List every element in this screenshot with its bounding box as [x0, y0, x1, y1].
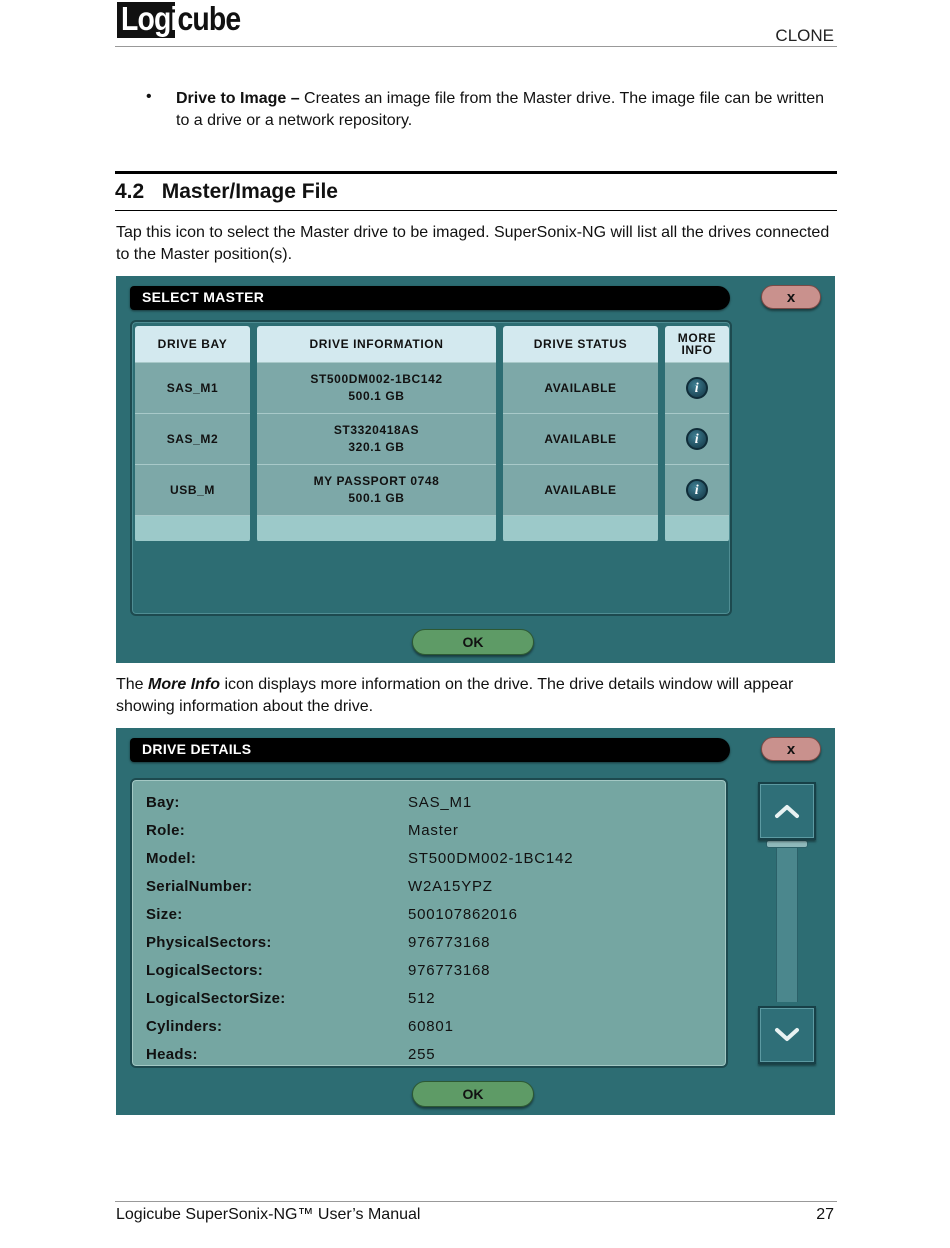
bullet-dot: •: [146, 88, 152, 105]
detail-row: [146, 818, 716, 846]
table-cell-info[interactable]: [257, 362, 496, 413]
section-heading: [115, 180, 338, 204]
detail-row: [146, 958, 716, 986]
detail-key: Heads:: [146, 1046, 198, 1063]
close-button[interactable]: x: [761, 285, 821, 309]
detail-row: [146, 846, 716, 874]
intro-paragraph: Tap this icon to select the Master drive to be imaged. SuperSonix-NG will list all the drives connected to the Master position(s).: [116, 224, 830, 263]
ok-button[interactable]: OK: [412, 629, 534, 655]
section-rule-bottom: [115, 210, 837, 211]
footer-manual-title: Logicube SuperSonix-NG™ User’s Manual: [116, 1206, 421, 1223]
info-icon[interactable]: i: [686, 377, 708, 399]
detail-value: 976773168: [408, 934, 491, 951]
detail-row: [146, 874, 716, 902]
drive-details-panel: [130, 778, 728, 1068]
table-cell-bay[interactable]: SAS_M1: [135, 362, 250, 413]
table-cell-info[interactable]: [257, 464, 496, 515]
column-header: DRIVE BAY: [135, 326, 250, 362]
drive-capacity: 500.1 GB: [348, 491, 405, 505]
select-master-titlebar: [130, 286, 730, 310]
detail-value: W2A15YPZ: [408, 878, 493, 895]
table-cell-empty: [257, 515, 496, 541]
column-header-text: MORE INFO: [677, 331, 717, 357]
detail-key: SerialNumber:: [146, 878, 253, 895]
detail-key: Cylinders:: [146, 1018, 223, 1035]
bullet-description: Creates an image file from the Master drive. The image file can be written to a drive or a network repository.: [176, 90, 824, 129]
detail-key: Bay:: [146, 794, 180, 811]
table-cell-bay[interactable]: SAS_M2: [135, 413, 250, 464]
column-drive-information: [257, 326, 496, 542]
section-title: Master/Image File: [161, 180, 338, 203]
bullet-term: Drive to Image –: [176, 90, 300, 107]
column-header: DRIVE STATUS: [503, 326, 658, 362]
scroll-down-button[interactable]: [758, 1006, 816, 1064]
detail-key: Size:: [146, 906, 183, 923]
select-master-screenshot: [116, 276, 835, 663]
info-icon[interactable]: i: [686, 479, 708, 501]
close-button[interactable]: x: [761, 737, 821, 761]
detail-row: [146, 986, 716, 1014]
drive-capacity: 320.1 GB: [348, 440, 405, 454]
detail-value: Master: [408, 822, 459, 839]
table-cell-more-info: [665, 362, 729, 413]
table-cell-empty: [503, 515, 658, 541]
select-master-title: SELECT MASTER: [142, 289, 265, 305]
detail-value: ST500DM002-1BC142: [408, 850, 574, 867]
detail-value: SAS_M1: [408, 794, 472, 811]
detail-key: LogicalSectors:: [146, 962, 264, 979]
chevron-down-icon: [774, 1027, 800, 1043]
drive-model: MY PASSPORT 0748: [313, 474, 440, 488]
detail-row: [146, 902, 716, 930]
chevron-up-icon: [774, 803, 800, 819]
more-info-paragraph: [116, 674, 836, 718]
detail-key: PhysicalSectors:: [146, 934, 272, 951]
table-cell-more-info: [665, 413, 729, 464]
detail-key: Role:: [146, 822, 185, 839]
table-cell-bay[interactable]: USB_M: [135, 464, 250, 515]
table-cell-status[interactable]: AVAILABLE: [503, 413, 658, 464]
drive-model: ST500DM002-1BC142: [310, 372, 443, 386]
detail-value: 255: [408, 1046, 436, 1063]
page-number: 27: [816, 1206, 834, 1223]
header-section-name: CLONE: [775, 26, 834, 45]
column-drive-status: [503, 326, 658, 542]
header-rule: [115, 46, 837, 47]
drive-details-title: DRIVE DETAILS: [142, 741, 252, 757]
detail-value: 512: [408, 990, 436, 1007]
detail-key: Model:: [146, 850, 197, 867]
column-header: [665, 326, 729, 362]
table-cell-status[interactable]: AVAILABLE: [503, 464, 658, 515]
column-drive-bay: [135, 326, 250, 542]
para2-prefix: The: [116, 676, 149, 693]
drive-details-screenshot: [116, 728, 835, 1115]
footer-rule: [115, 1201, 837, 1202]
detail-value: 976773168: [408, 962, 491, 979]
table-cell-empty: [665, 515, 729, 541]
detail-value: 60801: [408, 1018, 454, 1035]
scrollbar-track[interactable]: [776, 844, 798, 1002]
logo-wordmark: Logicube: [121, 0, 241, 37]
detail-row: [146, 790, 716, 818]
column-header: DRIVE INFORMATION: [257, 326, 496, 362]
drive-capacity: 500.1 GB: [348, 389, 405, 403]
drive-details-titlebar: [130, 738, 730, 762]
table-cell-empty: [135, 515, 250, 541]
detail-row: [146, 1014, 716, 1042]
detail-value: 500107862016: [408, 906, 518, 923]
table-cell-more-info: [665, 464, 729, 515]
scroll-up-button[interactable]: [758, 782, 816, 840]
table-cell-status[interactable]: AVAILABLE: [503, 362, 658, 413]
more-info-term: More Info: [148, 676, 221, 693]
detail-row: [146, 930, 716, 958]
info-icon[interactable]: i: [686, 428, 708, 450]
table-cell-info[interactable]: [257, 413, 496, 464]
scrollbar-thumb[interactable]: [766, 840, 808, 848]
bullet-paragraph: [176, 88, 826, 132]
column-more-info: [665, 326, 729, 542]
section-number: 4.2: [115, 180, 145, 203]
ok-button[interactable]: OK: [412, 1081, 534, 1107]
detail-key: LogicalSectorSize:: [146, 990, 286, 1007]
section-rule-top: [115, 171, 837, 174]
logicube-logo: [117, 0, 241, 40]
drive-model: ST3320418AS: [333, 423, 420, 437]
para2-suffix: icon displays more information on the drive. The drive details window will appear showing information about the drive.: [116, 676, 794, 715]
detail-row: [146, 1042, 716, 1068]
